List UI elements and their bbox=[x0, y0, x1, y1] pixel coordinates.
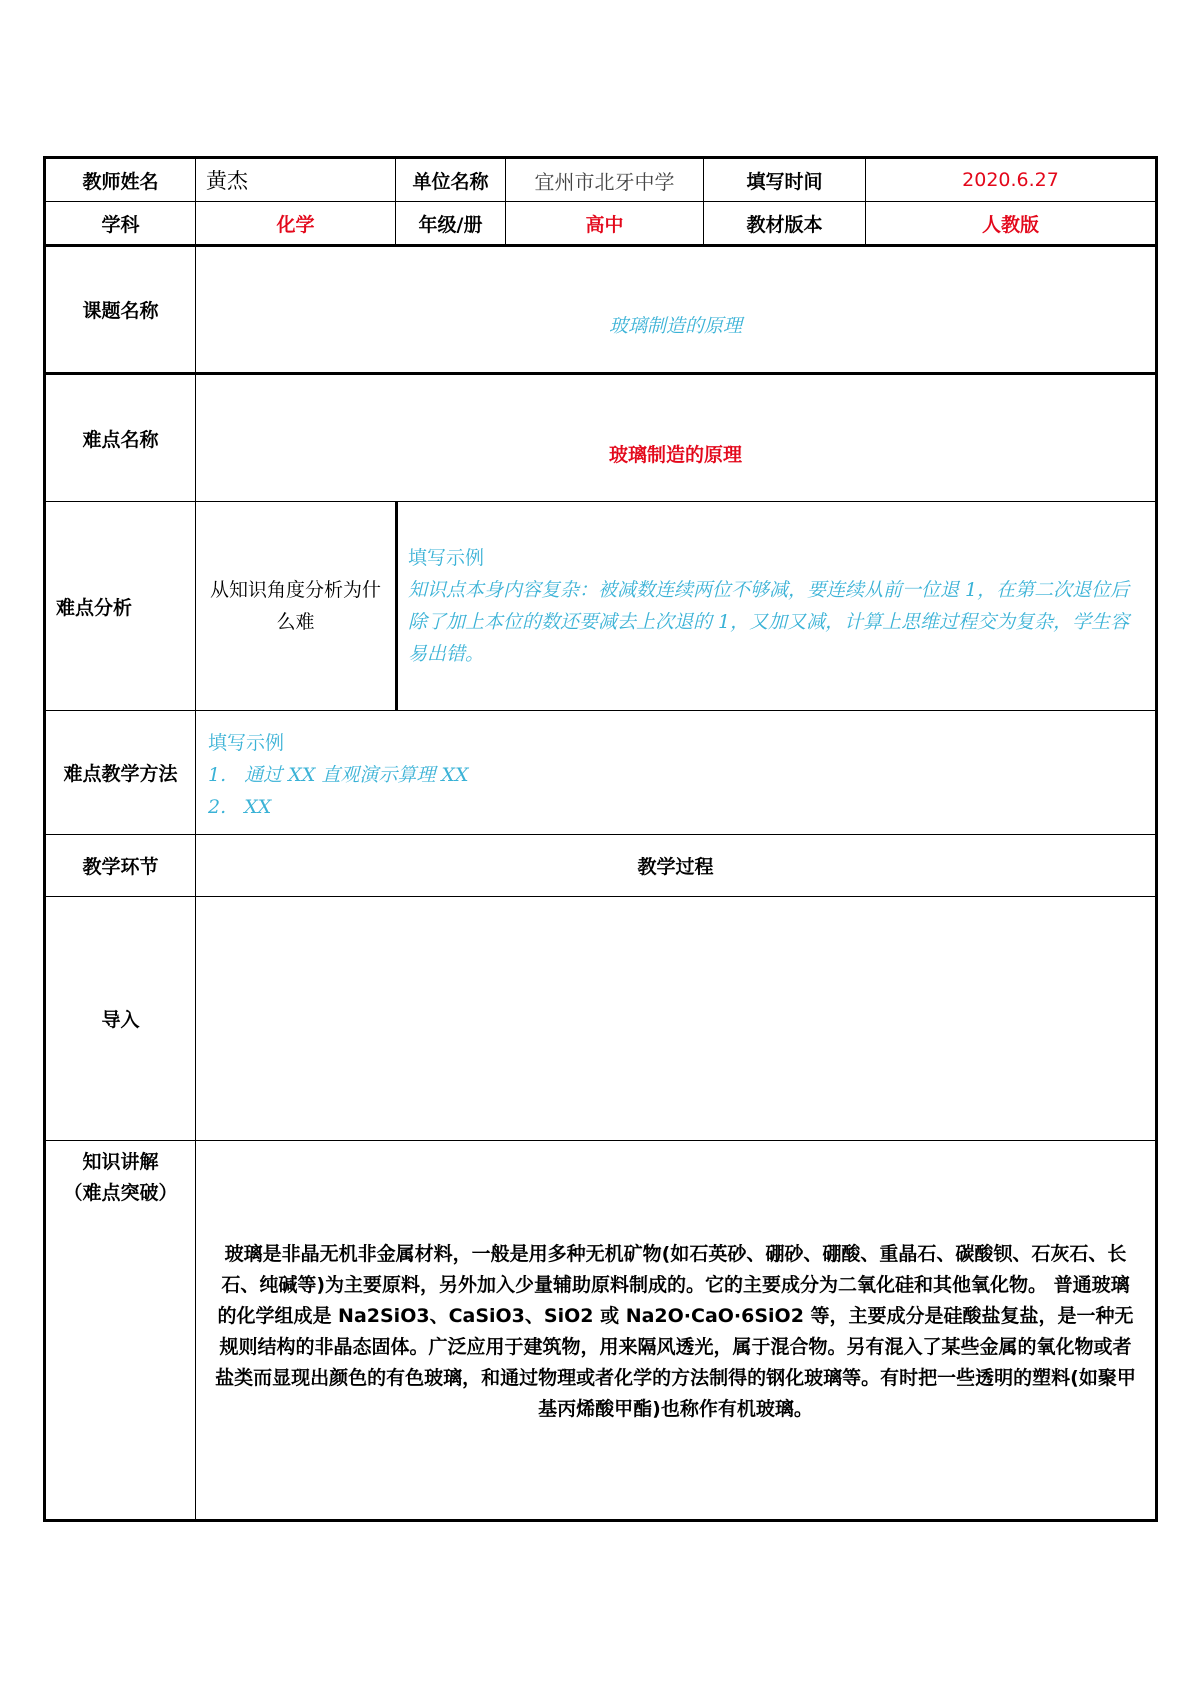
topic-value: 玻璃制造的原理 bbox=[608, 315, 742, 337]
explain-content: 玻璃是非晶无机非金属材料，一般是用多种无机矿物(如石英砂、硼砂、硼酸、重晶石、碳酸钡、石灰石、长石、纯碱等)为主要原料，另外加入少量辅助原料制成的。它的主要成分为二氧化硅和其他氧化物。 普通玻璃的化学组成是 Na2SiO3、CaSiO3、SiO2 或 Na2O·CaO·6SiO2 等，主要成分是硅酸盐复盐，是一种无规则结构的非晶态固体。广泛应用于建筑物，用来隔风透光，属于混合物。另有混入了某些金属的氧化物或者盐类而显现出颜色的有色玻璃，和通过物理或者化学的方法制得的钢化玻璃等。有时把一些透明的塑料(如聚甲基丙烯酸甲酯)也称作有机玻璃。 bbox=[215, 1243, 1136, 1420]
header-row-1 bbox=[45, 158, 1157, 202]
intro-content bbox=[196, 897, 1157, 1141]
analysis-example bbox=[398, 502, 1155, 710]
date-value: 2020.6.27 bbox=[866, 158, 1157, 202]
teacher-label: 教师姓名 bbox=[45, 158, 196, 202]
lesson-plan-table bbox=[43, 156, 1158, 1522]
difficulty-cell bbox=[196, 374, 1157, 502]
teacher-name: 黄杰 bbox=[196, 158, 396, 202]
unit-name: 宜州市北牙中学 bbox=[506, 158, 704, 202]
explain-label-line2: （难点突破） bbox=[63, 1182, 178, 1204]
method-example-title: 填写示例 bbox=[208, 732, 285, 754]
method-item: 2. XX bbox=[208, 796, 272, 818]
header-row-2 bbox=[45, 202, 1157, 246]
process-label: 教学过程 bbox=[196, 835, 1157, 897]
grade-label: 年级/册 bbox=[396, 202, 506, 246]
analysis-label: 难点分析 bbox=[45, 502, 196, 711]
stage-label: 教学环节 bbox=[45, 835, 196, 897]
date-label: 填写时间 bbox=[704, 158, 866, 202]
difficulty-label: 难点名称 bbox=[45, 374, 196, 502]
method-row bbox=[45, 711, 1157, 835]
intro-row bbox=[45, 897, 1157, 1141]
difficulty-value: 玻璃制造的原理 bbox=[608, 443, 742, 466]
method-cell bbox=[196, 711, 1157, 835]
subject-label: 学科 bbox=[45, 202, 196, 246]
edition-label: 教材版本 bbox=[704, 202, 866, 246]
explain-label-line1: 知识讲解 bbox=[82, 1151, 159, 1173]
topic-row bbox=[45, 246, 1157, 374]
difficulty-row bbox=[45, 374, 1157, 502]
intro-label: 导入 bbox=[45, 897, 196, 1141]
lesson-plan-form bbox=[43, 156, 1155, 1522]
subject-value: 化学 bbox=[196, 202, 396, 246]
explain-cell bbox=[196, 1141, 1157, 1521]
analysis-example-title: 填写示例 bbox=[408, 547, 485, 569]
method-label: 难点教学方法 bbox=[45, 711, 196, 835]
analysis-row bbox=[45, 502, 1157, 711]
method-item: 1. 通过 XX 直观演示算理 XX bbox=[208, 764, 469, 786]
grade-value: 高中 bbox=[506, 202, 704, 246]
unit-label: 单位名称 bbox=[396, 158, 506, 202]
analysis-example-text: 知识点本身内容复杂：被减数连续两位不够减，要连续从前一位退 1，在第二次退位后除了加上本位的数还要减去上次退的 1，又加又减，计算上思维过程交为复杂，学生容易出错。 bbox=[408, 579, 1130, 665]
topic-cell bbox=[196, 246, 1157, 374]
edition-value: 人教版 bbox=[866, 202, 1157, 246]
analysis-cell bbox=[196, 502, 1157, 711]
process-header-row bbox=[45, 835, 1157, 897]
analysis-question: 从知识角度分析为什么难 bbox=[196, 502, 398, 710]
topic-label: 课题名称 bbox=[45, 246, 196, 374]
explain-label bbox=[45, 1141, 196, 1521]
analysis-content bbox=[196, 502, 1155, 710]
explain-row bbox=[45, 1141, 1157, 1521]
